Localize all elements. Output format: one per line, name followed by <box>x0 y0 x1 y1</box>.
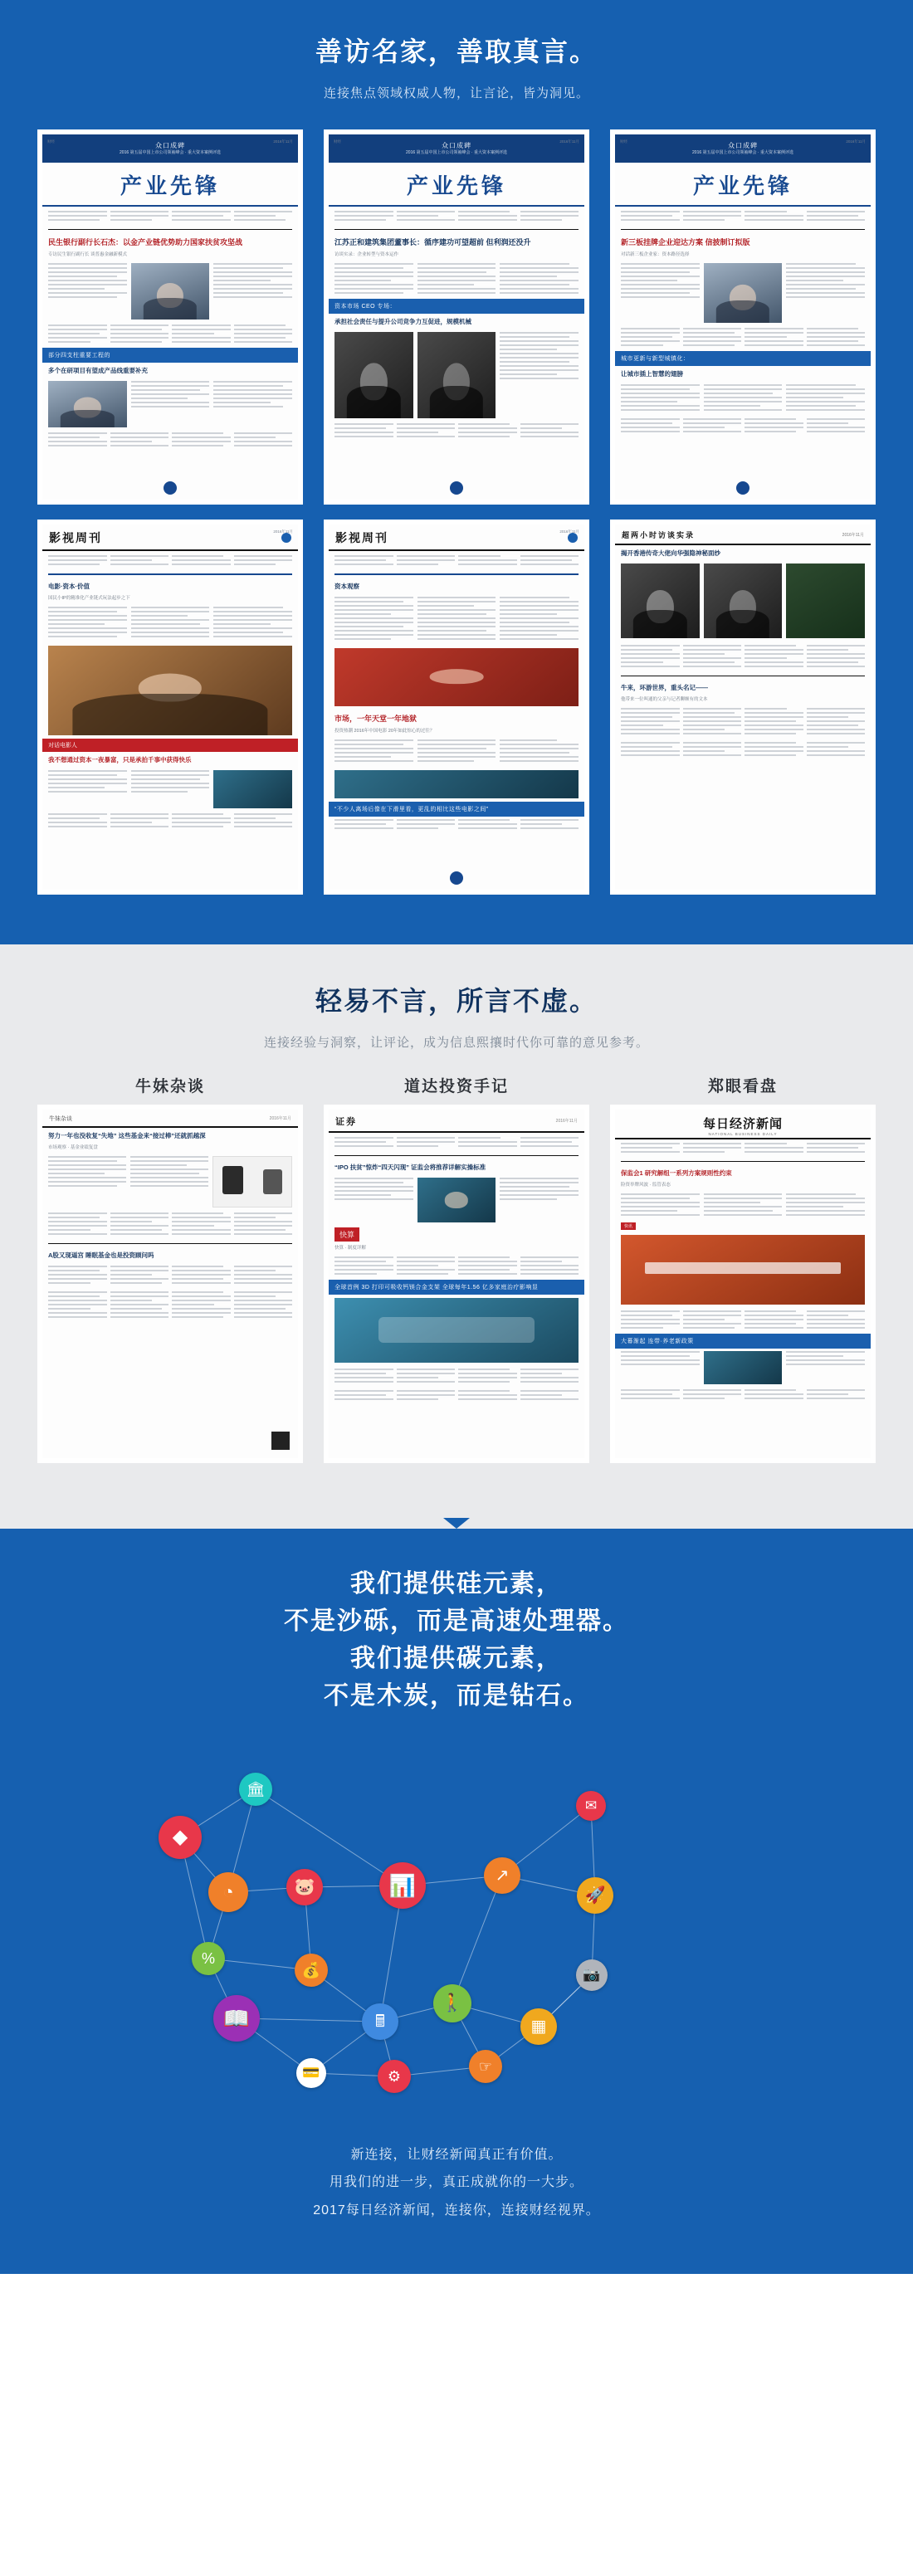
logo-badge <box>736 481 749 495</box>
headline-primary: 新三板挂牌企业迎达方案 信披制订拟版 <box>621 237 750 246</box>
band-label: 城市更新与新型城镇化： <box>615 351 871 366</box>
masthead: 众口成碑 2016 第五届中国上市公司领袖峰会 · 重大资本案例评选 <box>42 134 298 163</box>
qr-code <box>271 1432 290 1450</box>
piggy-bank-icon: 🐷 <box>286 1869 323 1905</box>
photo <box>213 770 292 808</box>
photo <box>621 1235 865 1305</box>
newspaper-card[interactable] <box>610 1105 876 1463</box>
column-labels <box>37 1074 876 1096</box>
corner-tag-right: 2016年11月 <box>559 529 579 534</box>
corner-tag-left: 财经 <box>620 139 627 144</box>
grid-apps-icon: ▦ <box>520 2008 557 2045</box>
banner-title: 产业先锋 <box>42 163 298 207</box>
masthead: 每日经济新闻 <box>702 1116 783 1131</box>
person-idea-icon: 🚶 <box>433 1984 471 2022</box>
wallet-icon: 💳 <box>296 2058 326 2088</box>
headline-secondary: 让城市插上智慧的翅膀 <box>621 369 683 378</box>
band-label: 对话电影人 <box>42 739 298 752</box>
headline-secondary: 多个在研项目有望成产品线重要补充 <box>48 366 148 374</box>
kicker: 资本观察 <box>334 582 359 590</box>
newspaper-card[interactable] <box>324 520 589 895</box>
bank-icon: 🏛 <box>239 1773 272 1806</box>
claim-line: 我们提供硅元素， <box>350 1569 563 1598</box>
masthead: 众口成碑 2016 第五届中国上市公司领袖峰会 · 重大资本案例评选 <box>329 134 584 163</box>
band-label: 部分四支柱重要工程的 <box>42 348 298 363</box>
photo <box>704 564 783 638</box>
section-columns <box>0 944 913 1513</box>
claim-line: 我们提供碳元素， <box>350 1644 563 1672</box>
newspaper-card[interactable] <box>37 129 303 505</box>
masthead: 影视周刊 <box>329 524 584 551</box>
subheadline: 险资举牌风波 · 监管表态 <box>621 1182 671 1188</box>
band-label: 资本市场 CEO 专场： <box>329 299 584 314</box>
network-edges <box>37 1730 876 2120</box>
section1-subtitle: 连接焦点领域权威人物，让言论，皆为洞见。 <box>323 85 589 100</box>
band-label: 快讯 <box>621 1222 636 1230</box>
masthead: 超两小时访谈实录 2016年11月 <box>615 524 871 545</box>
kicker: 电影·资本·价值 <box>48 582 90 590</box>
photo <box>48 381 127 427</box>
photo <box>704 263 783 323</box>
headline-secondary: 承担社会责任与提升公司竞争力互促进，规模机械 <box>334 317 471 325</box>
section-value-proposition <box>0 1529 913 2275</box>
newspaper-card[interactable] <box>610 520 876 895</box>
subheadline: 市场观察 · 基金业绩复盘 <box>48 1144 98 1150</box>
section-divider-arrow <box>0 1513 913 1529</box>
money-bag-icon: 💰 <box>295 1954 328 1987</box>
headline-secondary: 大幕渐起 连带·养老新政策 <box>615 1334 871 1349</box>
subheadline: 专访民生银行副行长 谈普惠金融新模式 <box>48 251 128 257</box>
camera-icon: 📷 <box>576 1959 608 1991</box>
newspaper-card[interactable] <box>324 1105 589 1463</box>
corner-tag-left: 财经 <box>47 139 55 144</box>
calculator-icon: 🖩 <box>362 2003 398 2040</box>
rocket-icon: 🚀 <box>577 1877 613 1914</box>
book-icon: 📖 <box>213 1995 260 2042</box>
section2-subtitle: 连接经验与洞察，让评论，成为信息熙攘时代你可靠的意见参考。 <box>263 1035 649 1050</box>
section2-title: 轻易不言，所言不虚。 <box>315 985 598 1016</box>
section1-title: 善访名家，善取真言。 <box>315 37 598 66</box>
newspaper-card[interactable] <box>37 520 303 895</box>
newspaper-grid-2 <box>37 1105 876 1463</box>
corner-tag-right: 2016年11月 <box>559 139 579 144</box>
photo <box>48 646 292 735</box>
masthead: 影视周刊 <box>42 524 298 551</box>
headline-primary: 江苏正和建筑集团董事长：循序建功可望超前 但利润还没升 <box>334 237 531 246</box>
corner-tag-right: 2016年11月 <box>273 529 293 534</box>
corner-tag-right: 2016年11月 <box>846 139 866 144</box>
growth-arrow-icon: ↗ <box>484 1857 520 1894</box>
diamond-icon: ◆ <box>159 1816 202 1859</box>
banner-title: 产业先锋 <box>329 163 584 207</box>
photo <box>334 332 413 418</box>
masthead: 证券 2016年11月 <box>329 1110 584 1133</box>
newspaper-card[interactable] <box>324 129 589 505</box>
percent-icon: % <box>192 1942 225 1975</box>
closing-line: 新连接，让财经新闻真正有价值。 <box>350 2147 563 2162</box>
photo <box>334 648 579 706</box>
gear-icon: ⚙ <box>378 2060 411 2093</box>
photo <box>704 1351 783 1384</box>
photo <box>131 263 210 320</box>
logo-badge <box>450 481 463 495</box>
headline-secondary: 全球首例 3D 打印可吸收钙镁合金支架 全球每年1.56 亿多家庭治疗影响显 <box>329 1280 584 1295</box>
claim-line: 不是木炭，而是钻石。 <box>324 1681 589 1710</box>
photo <box>212 1156 292 1208</box>
headline-primary: 努力一年也没收复“失地” 这些基金来“接过棒”还就抓越深 <box>48 1131 206 1139</box>
network-graphic <box>37 1730 876 2120</box>
newspaper-grid-1 <box>37 129 876 895</box>
headline-primary: “IPO 扶贫”惊炸“四天闪现” 证监会将推荐详解实操标准 <box>334 1163 486 1171</box>
subheadline: 牛来，环游世界，重头名记—— <box>621 683 708 691</box>
band-label: “不少人离场后像在下滑里看，更乱的相比这些电影之间” <box>329 802 584 817</box>
newspaper-card[interactable] <box>610 129 876 505</box>
headline-primary: 揭开香港传奇大佬向华强隐神秘面纱 <box>621 549 720 557</box>
closing-line: 2017每日经济新闻，连接你，连接财经视界。 <box>313 2203 600 2217</box>
logo-badge <box>164 481 177 495</box>
corner-tag-right: 2016年11月 <box>273 139 293 144</box>
subheadline: 访谈实录：企业转型与资本运作 <box>334 251 399 257</box>
masthead: 牛妹杂谈 2016年11月 <box>42 1110 298 1128</box>
headline-primary: 民生银行副行长石杰：以金产业链优势助力国家扶贫攻坚战 <box>48 237 243 246</box>
headline-primary: 保监会1 研究解组一系列方案规则性约束 <box>621 1168 732 1177</box>
photo <box>417 332 496 418</box>
photo <box>621 564 700 638</box>
photo <box>334 770 579 798</box>
photo <box>786 564 865 638</box>
photo <box>334 1298 579 1363</box>
subheadline: 快算 · 制度详解 <box>334 1245 366 1251</box>
banner-title: 产业先锋 <box>615 163 871 207</box>
band-label: 他带来一位叫通的父亲与记者聊颇有的文本 <box>621 697 708 703</box>
claim-block <box>0 1565 913 1715</box>
chart-pie-icon: ◔ <box>208 1872 248 1912</box>
corner-tag-left: 财经 <box>334 139 341 144</box>
logo-badge <box>450 871 463 885</box>
headline-primary: 我不想通过资本一夜暴富，只是承拍千事中获得快乐 <box>48 755 192 764</box>
photo <box>417 1178 496 1222</box>
masthead-sub: NATIONAL BUSINESS DAILY <box>708 1131 778 1136</box>
bar-chart-icon: 📊 <box>379 1862 426 1909</box>
band-label: 快算 <box>334 1227 359 1242</box>
headline-primary: 市场，一年天堂一年地狱 <box>334 714 417 723</box>
closing-block <box>0 2141 913 2225</box>
column-label: 郑眼看盘 <box>707 1077 778 1095</box>
column-label: 道达投资手记 <box>403 1077 509 1095</box>
newspaper-card[interactable] <box>37 1105 303 1463</box>
masthead: 众口成碑 2016 第五届中国上市公司领袖峰会 · 重大资本案例评选 <box>615 134 871 163</box>
column-label: 牛妹杂谈 <box>134 1077 205 1095</box>
cursor-click-icon: ☞ <box>469 2050 502 2083</box>
subheadline: 国民小IP的精准化产业链式玩法起步之下 <box>48 595 130 601</box>
closing-line: 用我们的进一步，真正成就你的一大步。 <box>329 2175 583 2190</box>
subheadline: 对话新三板企业家：资本路径选择 <box>621 251 690 257</box>
mail-icon: ✉ <box>576 1791 606 1821</box>
subheadline: 投资热潮 2016年中国电影 20年如此惊心的过往？ <box>334 729 435 734</box>
section-interviews <box>0 0 913 944</box>
headline-secondary: A股又现逼宫 睡眠基金也是投资顾问吗 <box>48 1251 154 1259</box>
claim-line: 不是沙砾，而是高速处理器。 <box>284 1607 629 1635</box>
